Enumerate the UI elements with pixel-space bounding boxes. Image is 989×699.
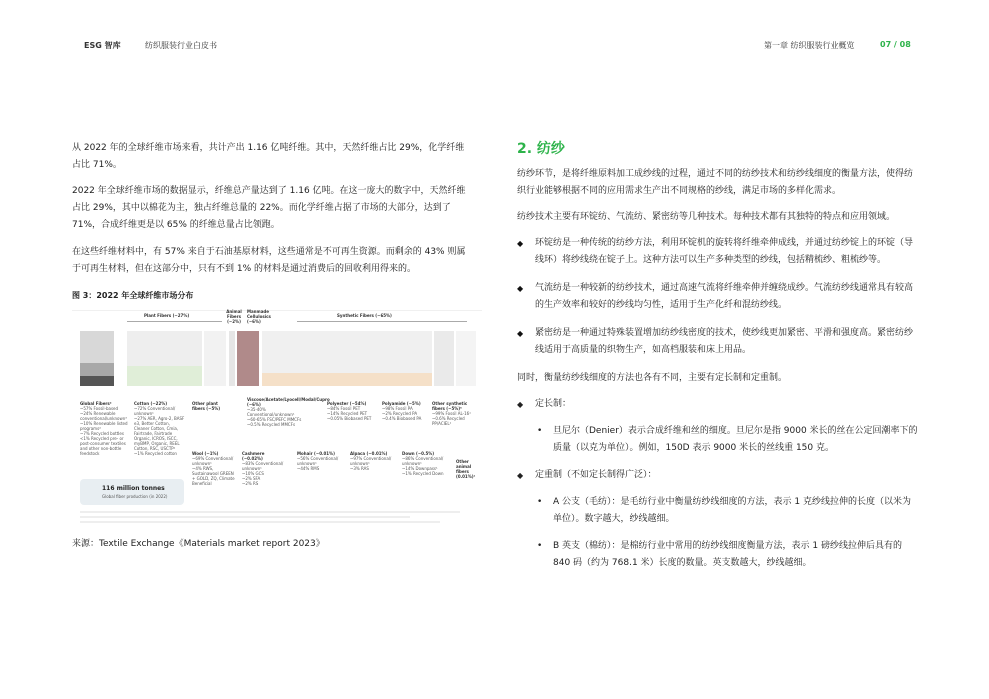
list-item: ◆ 紧密纺是一种通过特殊装置增加纺纱线密度的技术，使纱线更加紧密、平滑和强度高。紧密纺纱线适用于高质量的织物生产，如高档服装和床上用品。	[517, 325, 919, 359]
category-line: ~2% SFA	[242, 476, 261, 481]
category-line: ~1% Recycled Down	[402, 471, 444, 476]
list-item: • A 公支（毛纺）：是毛纺行业中衡量纺纱线细度的方法，表示 1 克纱线拉伸的长度（以米为单位）。数字越大，纱线越细。	[517, 494, 919, 528]
category-global	[80, 401, 130, 456]
list-item: ◆ 气流纺是一种较新的纺纱技术，通过高速气流将纤维牵伸并缠绕成纱。气流纺纱线通常具有较高的生产效率和较好的纱线均匀性，适用于生产化纤和混纺纱线。	[517, 280, 919, 314]
fixed-length-label: ◆ 定长制：	[517, 396, 919, 413]
category-name: Cotton (~22%)	[134, 401, 168, 406]
category-line: ~3% RAS	[350, 466, 369, 471]
category-name: Polyester (~54%)	[327, 401, 367, 406]
category-line: ~14% Recycled PET	[327, 411, 368, 416]
list-item: • B 英支（棉纺）：是棉纺行业中常用的纺纱线细度衡量方法，表示 1 磅纱线拉伸后具有的 840 码（约为 768.1 米）长度的数量。英支数越大，纱线越细。	[517, 538, 919, 572]
group-synthetic-label: Synthetic Fibers (~65%)	[337, 313, 392, 318]
category-cashmere	[242, 451, 286, 486]
figure-caption: 图 3：2022 年全球纤维市场分布	[72, 291, 194, 300]
category-line: ~44% RMS	[297, 466, 320, 471]
category-line: ~27% AER, Agro-2, BASF e3, Better Cotton, Cleaner Cotton, Cmia, Fairtrade, Fairtrade Organic, ICROS, ISCC, myBMP, Organic, REEL Cotton, RSC, USCTP¹	[134, 416, 185, 451]
category-line: ~7% Recycled bottles	[80, 431, 124, 436]
group-plant-label: Plant Fibers (~27%)	[144, 313, 190, 318]
fiber-market-figure	[72, 310, 482, 529]
category-cotton	[134, 401, 186, 456]
category-line: ~35-40% Conventional/unknown¹	[247, 407, 295, 417]
total-label: Global fiber production (in 2022)	[102, 494, 168, 499]
figure-source: 来源：Textile Exchange《Materials market report 2023》	[72, 539, 325, 549]
global-bar-segment	[80, 363, 114, 376]
mmcf-bar	[237, 331, 259, 386]
category-name: Wool (~1%)	[192, 451, 219, 456]
left-column	[72, 140, 476, 549]
group-animal-label: Animal Fibers (~2%)	[226, 309, 242, 324]
category-line: ~98% Fossil PA	[382, 406, 413, 411]
measure-intro-paragraph: 同时，衡量纺纱线细度的方法也各有不同，主要有定长制和定重制。	[517, 373, 788, 383]
category-name: Polyamide (~5%)	[382, 401, 421, 406]
category-line: ~57% Fossil-based	[80, 406, 119, 411]
fixed-weight-label: ◆ 定重制（不如定长制得广泛）：	[517, 467, 919, 484]
header-brand: ESG 智库	[84, 41, 121, 50]
category-line: ~24% Renewable conventional/unknown³	[80, 411, 127, 421]
category-line: ~1% Recycled cotton	[134, 451, 177, 456]
category-alpaca	[350, 451, 394, 471]
category-line: ~97% Conventional/ unknown¹	[350, 456, 392, 466]
category-line: ~2% Recycled PA	[382, 411, 418, 416]
category-other-plant	[192, 401, 226, 411]
category-mohair	[297, 451, 341, 471]
category-name: Cashmere (~0.02%)	[242, 451, 265, 461]
category-other-animal	[456, 459, 482, 479]
section-title: 2. 纺纱	[517, 141, 565, 157]
category-name: Global Fibers²	[80, 401, 112, 406]
category-line: ~14% Downpass¹	[402, 466, 438, 471]
right-column	[517, 140, 919, 582]
left-paragraph-2: 2022 年全球纤维市场的数据显示，纤维总产量达到了 1.16 亿吨。在这一庞大的数字中，天然纤维占比 29%，其中以棉花为主，独占纤维总量的 22%。而化学纤维占据了市场的大部分，达到了 71%，合成纤维更是以 65% 的纤维总量占比领跑。	[72, 186, 466, 230]
category-name: Other plant fibers (~5%)	[192, 401, 221, 411]
category-name: Other animal fibers (0.01%)¹	[456, 459, 476, 479]
category-line: ~0.5% Recycled MMCFs	[247, 422, 296, 427]
category-line: ~4% RWS, Sustainawool GREEN + GOLD, ZQ, Climate Beneficial	[192, 466, 235, 486]
category-line: ~10% Renewable listed programs⁴	[80, 421, 128, 431]
list-item: ◆ 环锭纺是一种传统的纺纱方法，利用环锭机的旋转将纤维牵伸成线，并通过纺纱锭上的环锭（导线环）将纱线绕在锭子上。这种方法可以生产多种类型的纱线，包括精梳纱、粗梳纱等。	[517, 235, 919, 269]
fixed-weight-list	[517, 494, 919, 572]
category-line: ~10% GCS	[242, 471, 264, 476]
cotton-bar-green	[127, 366, 202, 386]
category-wool	[192, 451, 236, 486]
footnote-line	[80, 521, 440, 523]
bracket-plant	[127, 321, 222, 322]
category-line: ~86% Conventional/ unknown¹	[402, 456, 444, 466]
category-name: Mohair (~0.01%)	[297, 451, 335, 456]
category-line: ~0.05% Biobased PET	[327, 416, 372, 421]
category-line: ~2% RS	[242, 481, 259, 486]
category-polyamide	[382, 401, 426, 421]
category-name: Down (~0.5%)	[402, 451, 435, 456]
page-number: 07 / 08	[880, 40, 911, 49]
bracket-synthetic	[297, 321, 467, 322]
footnote-line	[80, 511, 460, 513]
list-item: • 旦尼尔（Denier）表示合成纤维和丝的细度。旦尼尔是指 9000 米长的丝在公定回潮率下的质量（以克为单位）。例如，150D 表示 9000 米长的丝线重 150 克。	[517, 423, 919, 457]
category-line: ~69% Conventional/ unknown¹	[192, 456, 234, 466]
category-mmcf	[247, 397, 330, 427]
total-box	[80, 479, 184, 505]
header-chapter: 第一章 纺织服装行业概览	[764, 41, 855, 50]
spinning-tech-list	[517, 235, 919, 359]
other-synthetic-bar	[456, 331, 476, 386]
category-line: <1% Recycled pre- or post-consumer textiles and other non-bottle feedstock	[80, 436, 126, 456]
category-line: ~60-65% FSC/PEFC MMCFs	[247, 417, 302, 422]
total-value: 116 million tonnes	[102, 485, 165, 492]
category-polyester	[327, 401, 373, 421]
left-paragraph-3: 在这些纤维材料中，有 57% 来自于石油基原材料，这些通常是不可再生资源。而剩余的 43% 则属于可再生材料，但在这部分中，只有不到 1% 的材料是通过消费后的回收利用得来的。	[72, 247, 466, 274]
group-manmade-label: Manmade Cellulosics (~6%)	[247, 309, 271, 324]
category-name: Viscose/Acetate/Lyocell/Modal/Cupro (~6%)	[247, 397, 330, 407]
category-line: ~56% Conventional/ unknown¹	[297, 456, 339, 466]
polyester-recycled-bar	[262, 373, 432, 386]
header-book-title: 纺织服装行业白皮书	[145, 41, 217, 50]
intro-paragraph: 纺纱环节，是将纤维原料加工成纱线的过程，通过不同的纺纱技术和纺纱线细度的衡量方法，使得纺织行业能够根据不同的应用需求生产出不同规格的纱线，满足市场的多样化需求。	[517, 169, 914, 196]
category-name: Alpaca (~0.01%)	[350, 451, 388, 456]
animal-bar	[229, 331, 235, 386]
category-name: Other synthetic fibers (~5%)⁶	[432, 401, 468, 411]
category-down	[402, 451, 446, 476]
category-line: ~72% Conventional/ unknown¹	[134, 406, 176, 416]
other-plant-bar	[204, 331, 226, 386]
left-paragraph-1: 从 2022 年的全球纤维市场来看，共计产出 1.16 亿吨纤维。其中，天然纤维占比 29%，化学纤维占比 71%。	[72, 143, 465, 170]
category-line: ~84% Fossil PET	[327, 406, 361, 411]
category-line: ~99% Fossil AL-16¹	[432, 411, 471, 416]
category-line: ~0.4% Biobased PA	[382, 416, 422, 421]
category-line: ~83% Conventional/ unknown¹	[242, 461, 284, 471]
polyamide-bar	[434, 331, 454, 386]
tech-intro-paragraph: 纺纱技术主要有环锭纺、气流纺、紧密纺等几种技术。每种技术都有其独特的特点和应用领域。	[517, 212, 896, 222]
category-line: ~0.6% Recycled PP/ACIEL¹	[432, 416, 465, 426]
category-other-synthetic	[432, 401, 476, 426]
fixed-length-list	[517, 423, 919, 457]
footnote-line	[80, 516, 410, 518]
global-bar-segment-dark	[80, 376, 114, 386]
